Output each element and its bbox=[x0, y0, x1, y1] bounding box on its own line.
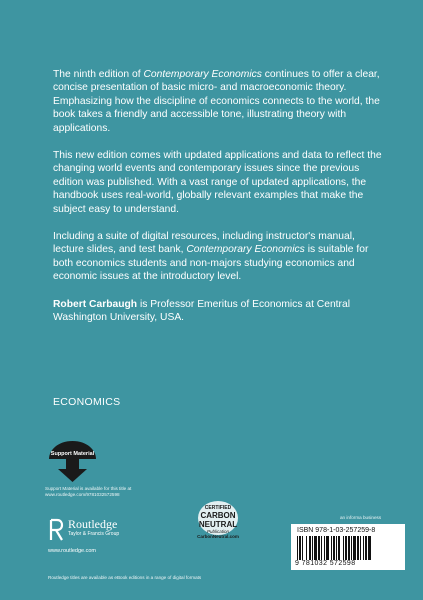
barcode-bar bbox=[333, 536, 335, 560]
barcode-bar bbox=[326, 536, 329, 560]
routledge-r-icon bbox=[48, 518, 64, 542]
support-icon-label: Support Material bbox=[50, 451, 95, 457]
barcode-bars bbox=[297, 536, 399, 560]
barcode-bar bbox=[309, 536, 311, 560]
barcode-bar bbox=[348, 536, 350, 560]
publisher-group: Taylor & Francis Group bbox=[68, 531, 120, 537]
barcode-bar bbox=[357, 536, 359, 560]
imprint-label: an informa business bbox=[340, 515, 382, 520]
barcode-bar bbox=[353, 536, 356, 560]
barcode-bar bbox=[302, 536, 303, 560]
barcode-bar bbox=[360, 536, 361, 560]
support-material-note: Support Material is available for this title at www.routledge.com/9781032572598 bbox=[45, 486, 132, 497]
barcode-bar bbox=[351, 536, 352, 560]
isbn-label: ISBN 978-1-03-257259-8 bbox=[297, 527, 376, 534]
isbn-digits: 9 781032 572598 bbox=[295, 560, 356, 567]
subject-category: ECONOMICS bbox=[53, 396, 121, 408]
barcode-bar bbox=[343, 536, 344, 560]
barcode-bar bbox=[314, 536, 317, 560]
blurb-paragraph-3: Including a suite of digital resources, including instructor's manual, lecture slides, and test bank, Contemporary Economics is suitable for both economics students and non-majors studying economics and economic issues at the introductory level. bbox=[53, 231, 369, 283]
blurb-paragraph-2: This new edition comes with updated applications and data to reflect the changing world events and contemporary issues since the previous edition was published. With a vast range of updated applications, the handbook uses real-world, globally relevant examples that make the subject easy to understand. bbox=[53, 150, 382, 215]
isbn-barcode bbox=[291, 524, 405, 570]
ebook-note: Routledge titles are available as eBook editions in a range of digital formats bbox=[48, 575, 202, 580]
barcode-bar bbox=[345, 536, 347, 560]
publisher-url: www.routledge.com bbox=[48, 548, 96, 554]
barcode-bar bbox=[312, 536, 313, 560]
barcode-bar bbox=[368, 536, 371, 560]
routledge-logo bbox=[48, 518, 119, 542]
barcode-bar bbox=[318, 536, 320, 560]
author-bio: Robert Carbaugh is Professor Emeritus of Economics at Central Washington University, USA. bbox=[53, 298, 350, 324]
barcode-bar bbox=[299, 536, 301, 560]
barcode-bar bbox=[321, 536, 322, 560]
author-name: Robert Carbaugh bbox=[53, 298, 138, 310]
carbon-neutral-badge: CERTIFIED CARBON NEUTRAL Publication CarbonNeutral.com bbox=[197, 505, 239, 539]
barcode-bar bbox=[336, 536, 337, 560]
barcode-bar bbox=[331, 536, 332, 560]
barcode-bar bbox=[363, 536, 364, 560]
publisher-name: Routledge bbox=[68, 517, 118, 531]
barcode-bar bbox=[365, 536, 367, 560]
support-material-icon bbox=[45, 438, 100, 484]
barcode-bar bbox=[324, 536, 325, 560]
barcode-bar bbox=[306, 536, 307, 560]
barcode-bar bbox=[297, 536, 298, 560]
blurb bbox=[53, 68, 388, 339]
barcode-bar bbox=[338, 536, 340, 560]
blurb-paragraph-1: The ninth edition of Contemporary Economics continues to offer a clear, concise presentation of basic micro- and macroeconomic theory. Emphasizing how the discipline of economics connects to the world, the book takes a friendly and accessible tone, illustrating theory with applications. bbox=[53, 69, 380, 134]
